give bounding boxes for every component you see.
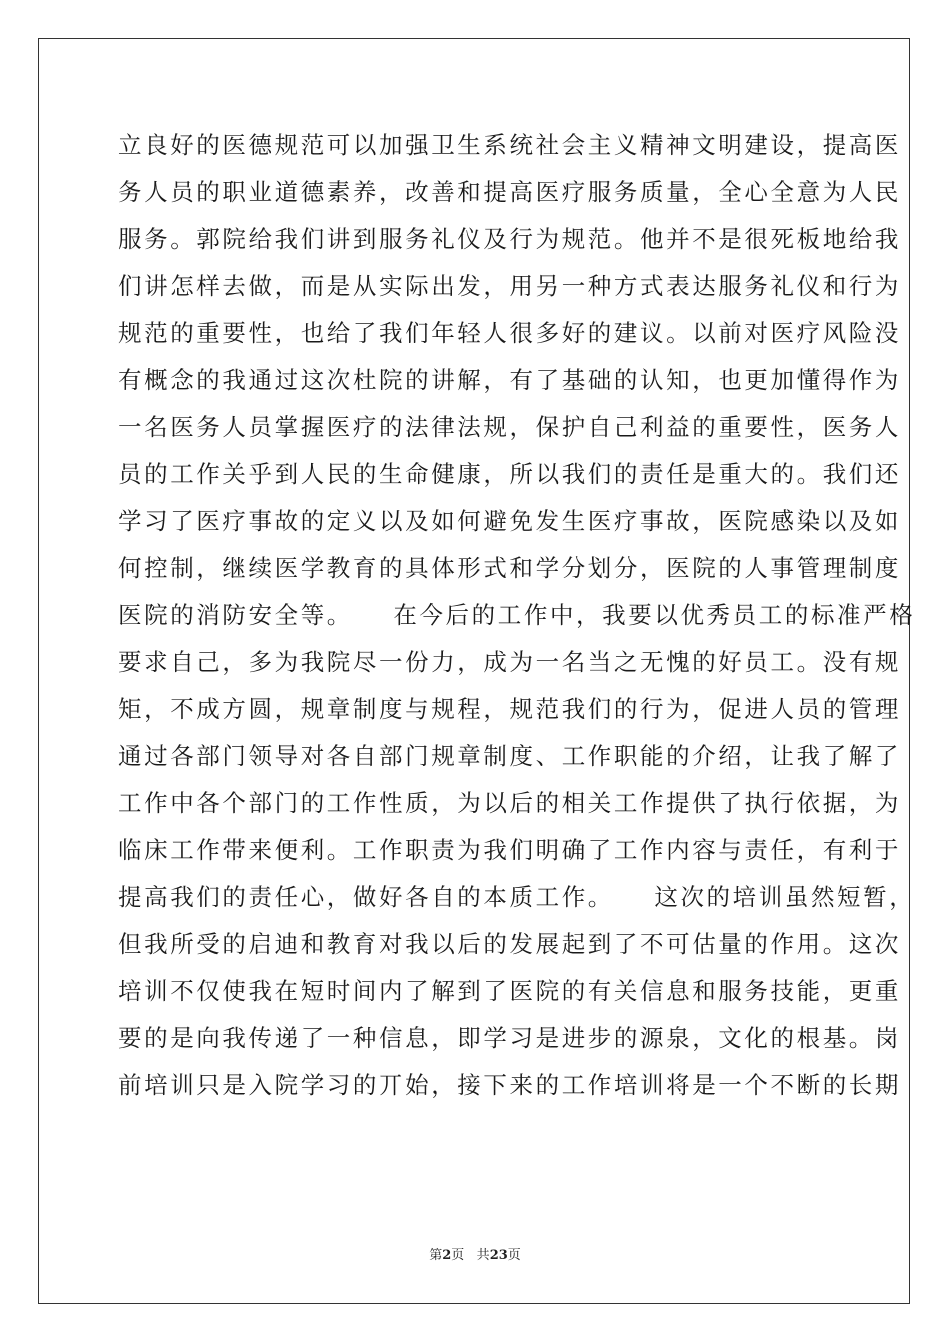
page-prefix: 第 [429,1248,443,1263]
page-unit: 页 [451,1248,465,1263]
text-line: 规范的重要性，也给了我们年轻人很多好的建议。以前对医疗风险没 [118,319,901,347]
text-line: 培训不仅使我在短时间内了解到了医院的有关信息和服务技能，更重 [118,977,901,1005]
text-line: 通过各部门领导对各自部门规章制度、工作职能的介绍，让我了解了 [118,742,901,770]
text-line: 提高我们的责任心，做好各自的本质工作。 这次的培训虽然短暂， [118,883,916,911]
text-line: 但我所受的启迪和教育对我以后的发展起到了不可估量的作用。这次 [118,930,901,958]
total-unit: 页 [507,1248,521,1263]
text-line: 要求自己，多为我院尽一份力，成为一名当之无愧的好员工。没有规 [118,648,901,676]
text-line: 务人员的职业道德素养，改善和提高医疗服务质量，全心全意为人民 [118,178,901,206]
text-line: 有概念的我通过这次杜院的讲解，有了基础的认知，也更加懂得作为 [118,366,901,394]
body-text [118,122,916,1109]
text-line: 医院的消防安全等。 在今后的工作中，我要以优秀员工的标准严格 [118,601,916,629]
text-line: 立良好的医德规范可以加强卫生系统社会主义精神文明建设，提高医 [118,131,901,159]
text-line: 临床工作带来便利。工作职责为我们明确了工作内容与责任，有利于 [118,836,901,864]
text-line: 要的是向我传递了一种信息，即学习是进步的源泉，文化的根基。岗 [118,1024,901,1052]
text-line: 们讲怎样去做，而是从实际出发，用另一种方式表达服务礼仪和行为 [118,272,901,300]
text-line: 前培训只是入院学习的丌始，接下来的工作培训将是一个不断的长期 [118,1071,901,1099]
text-line: 工作中各个部门的工作性质，为以后的相关工作提供了执行依据，为 [118,789,901,817]
text-line: 一名医务人员掌握医疗的法律法规，保护自己利益的重要性，医务人 [118,413,901,441]
text-line: 矩，不成方圆，规章制度与规程，规范我们的行为，促进人员的管理 [118,695,901,723]
total-prefix: 共 [476,1248,490,1263]
text-line: 员的工作关乎到人民的生命健康，所以我们的责任是重大的。我们还 [118,460,901,488]
page-footer [0,1244,950,1263]
text-line: 学习了医疗事故的定义以及如何避免发生医疗事故，医院感染以及如 [118,507,901,535]
page-current: 2 [442,1248,452,1263]
text-line: 何控制，继续医学教育的具体形式和学分划分，医院的人事管理制度 [118,554,901,582]
page-total: 23 [489,1248,508,1263]
text-line: 服务。郭院给我们讲到服务礼仪及行为规范。他并不是很死板地给我 [118,225,901,253]
